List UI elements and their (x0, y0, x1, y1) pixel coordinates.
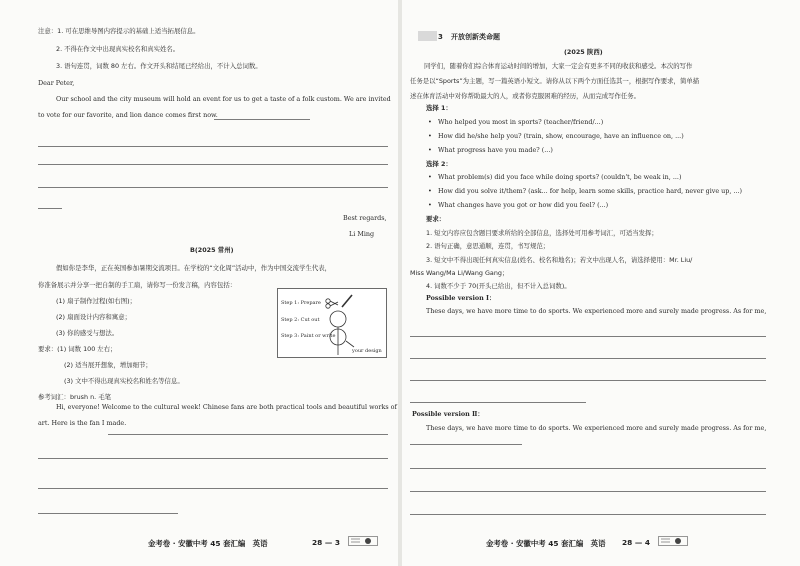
version-2-text: These days, we have more time to do sports. We experienced more and surely made progress. As for me, (426, 424, 767, 432)
diagram-design-label: your design (352, 348, 382, 354)
section-number: 3 (438, 33, 443, 41)
version-1-text: These days, we have more time to do sports. We experienced more and surely made progress. As for me, (426, 307, 767, 315)
letter-closing: Best regards, (343, 214, 387, 222)
choice-1-item: How did he/she help you? (train, show, encourage, have an influence on, ...) (438, 132, 684, 140)
speech-line-1: Hi, everyone! Welcome to the cultural week! Chinese fans are both practical tools and beautiful works of (56, 403, 397, 411)
part-b-title: B(2025 常州) (190, 246, 234, 254)
choice-1-item: Who helped you most in sports? (teacher/friend/...) (438, 118, 604, 126)
requirements-label: 要求： (426, 215, 446, 223)
intro-line-1: 同学们，随着你们综合体育运动时间的增加，大家一定会有更多不同的收获和感受。本次的写作 (424, 62, 693, 70)
answer-line[interactable] (38, 164, 388, 165)
bullet-icon: • (428, 187, 432, 195)
diagram-step-1: Step 1: Prepare (281, 300, 321, 306)
bullet-icon: • (428, 173, 432, 181)
choice-1-label: 选择 1： (426, 104, 452, 112)
answer-line[interactable] (410, 468, 766, 469)
bullet-icon: • (428, 118, 432, 126)
answer-line[interactable] (410, 336, 766, 337)
letter-salutation: Dear Peter, (38, 79, 75, 87)
choice-1-item: What progress have you made? (...) (438, 146, 553, 154)
requirement-1: 要求：(1) 词数 100 左右； (38, 345, 117, 353)
prompt-item-1: (1) 扇子制作过程(如右图)； (56, 297, 136, 305)
opening-line-1: Our school and the city museum will hold an event for us to get a taste of a folk custom. We are invited (56, 95, 391, 103)
choice-2-label: 选择 2： (426, 160, 452, 168)
requirement-item: 2. 语句正确，意思通顺，连贯，书写规范； (426, 242, 550, 250)
fan-illustration (278, 289, 386, 357)
publisher-logo-icon (658, 536, 688, 546)
version-2-label: Possible version Ⅱ： (412, 410, 484, 418)
bullet-icon: • (428, 201, 432, 209)
bullet-icon: • (428, 146, 432, 154)
answer-line[interactable] (38, 187, 388, 188)
section-title: 开放创新类命题 (451, 33, 500, 41)
speech-line-2: art. Here is the fan I made. (38, 419, 127, 427)
requirement-item: Miss Wang/Ma Li/Wang Gang； (410, 269, 509, 277)
section-marker (418, 31, 437, 41)
diagram-step-2: Step 2: Cut out (281, 317, 320, 323)
diagram-step-3: Step 3: Paint or write (281, 333, 336, 339)
answer-line[interactable] (410, 491, 766, 492)
choice-2-item: How did you solve it/them? (ask... for help, learn some skills, practice hard, never give up, ...) (438, 187, 743, 195)
answer-line[interactable] (410, 444, 522, 445)
note-1: 注意：1. 可在思维导图内容提示的基础上适当拓展信息。 (38, 27, 200, 35)
publisher-logo-icon (348, 536, 378, 546)
prompt-line-2: 你准备展示并分享一把自制的手工扇，请你写一份发言稿，内容包括： (38, 281, 237, 289)
version-1-label: Possible version Ⅰ： (426, 294, 496, 302)
answer-line[interactable] (410, 402, 586, 403)
requirement-item: 1. 短文内容应包含题目要求所给的全部信息，选择处可用参考词汇，可适当发挥； (426, 229, 658, 237)
fan-process-diagram (277, 288, 387, 358)
answer-line[interactable] (38, 146, 388, 147)
left-footer-title: 金考卷 · 安徽中考 45 套汇编 英语 (148, 539, 268, 548)
note-2: 2. 不得在作文中出现真实校名和真实姓名。 (56, 45, 180, 53)
answer-line[interactable] (38, 208, 62, 209)
prompt-item-3: (3) 你的感受与想法。 (56, 329, 119, 337)
reference-vocab: 参考词汇：brush n. 毛笔 (38, 393, 111, 401)
requirement-item: 4. 词数不少于 70(开头已给出，但不计入总词数)。 (426, 282, 571, 290)
question-source: (2025 陕西) (564, 48, 603, 56)
requirement-2: (2) 适当展开想象，增加细节； (64, 361, 152, 369)
opening-line-2: to vote for our favorite, and lion dance comes first now. (38, 111, 218, 119)
intro-line-2: 任务是以“Sports”为主题，写一篇英语小短文。请你从以下两个方面任选其一，根据写作要求，简单描 (410, 77, 700, 85)
right-footer-title: 金考卷 · 安徽中考 45 套汇编 英语 (486, 539, 606, 548)
answer-line[interactable] (410, 514, 766, 515)
bullet-icon: • (428, 132, 432, 140)
answer-line[interactable] (38, 488, 388, 489)
choice-2-item: What changes have you got or how did you feel? (...) (438, 201, 609, 209)
note-3: 3. 语句连贯，词数 80 左右。作文开头和结尾已经给出，不计入总词数。 (56, 62, 262, 70)
left-page-number: 28 — 3 (312, 538, 340, 547)
answer-line[interactable] (38, 458, 388, 459)
answer-line[interactable] (38, 513, 178, 514)
answer-blank[interactable] (214, 119, 310, 120)
choice-2-item: What problem(s) did you face while doing sports? (couldn't, be weak in, ...) (438, 173, 682, 181)
answer-line[interactable] (108, 434, 388, 435)
intro-line-3: 述在体育活动中对你帮助最大的人，或者你克服困难的经历，从而完成写作任务。 (410, 92, 641, 100)
answer-line[interactable] (410, 358, 766, 359)
prompt-item-2: (2) 扇面设计内容和寓意； (56, 313, 131, 321)
requirement-item: 3. 短文中不得出现任何真实信息(姓名、校名和地名)；若文中出现人名，请选择使用：Mr. Liu/ (426, 256, 693, 264)
requirement-3: (3) 文中不得出现真实校名和姓名等信息。 (64, 377, 184, 385)
answer-line[interactable] (410, 380, 766, 381)
prompt-line-1: 假如你是李华，正在英国参加暑期交流项目。在学校的“文化周”活动中，作为中国交流学生代表， (56, 264, 332, 272)
letter-signature: Li Ming (349, 230, 375, 238)
right-page-number: 28 — 4 (622, 538, 650, 547)
